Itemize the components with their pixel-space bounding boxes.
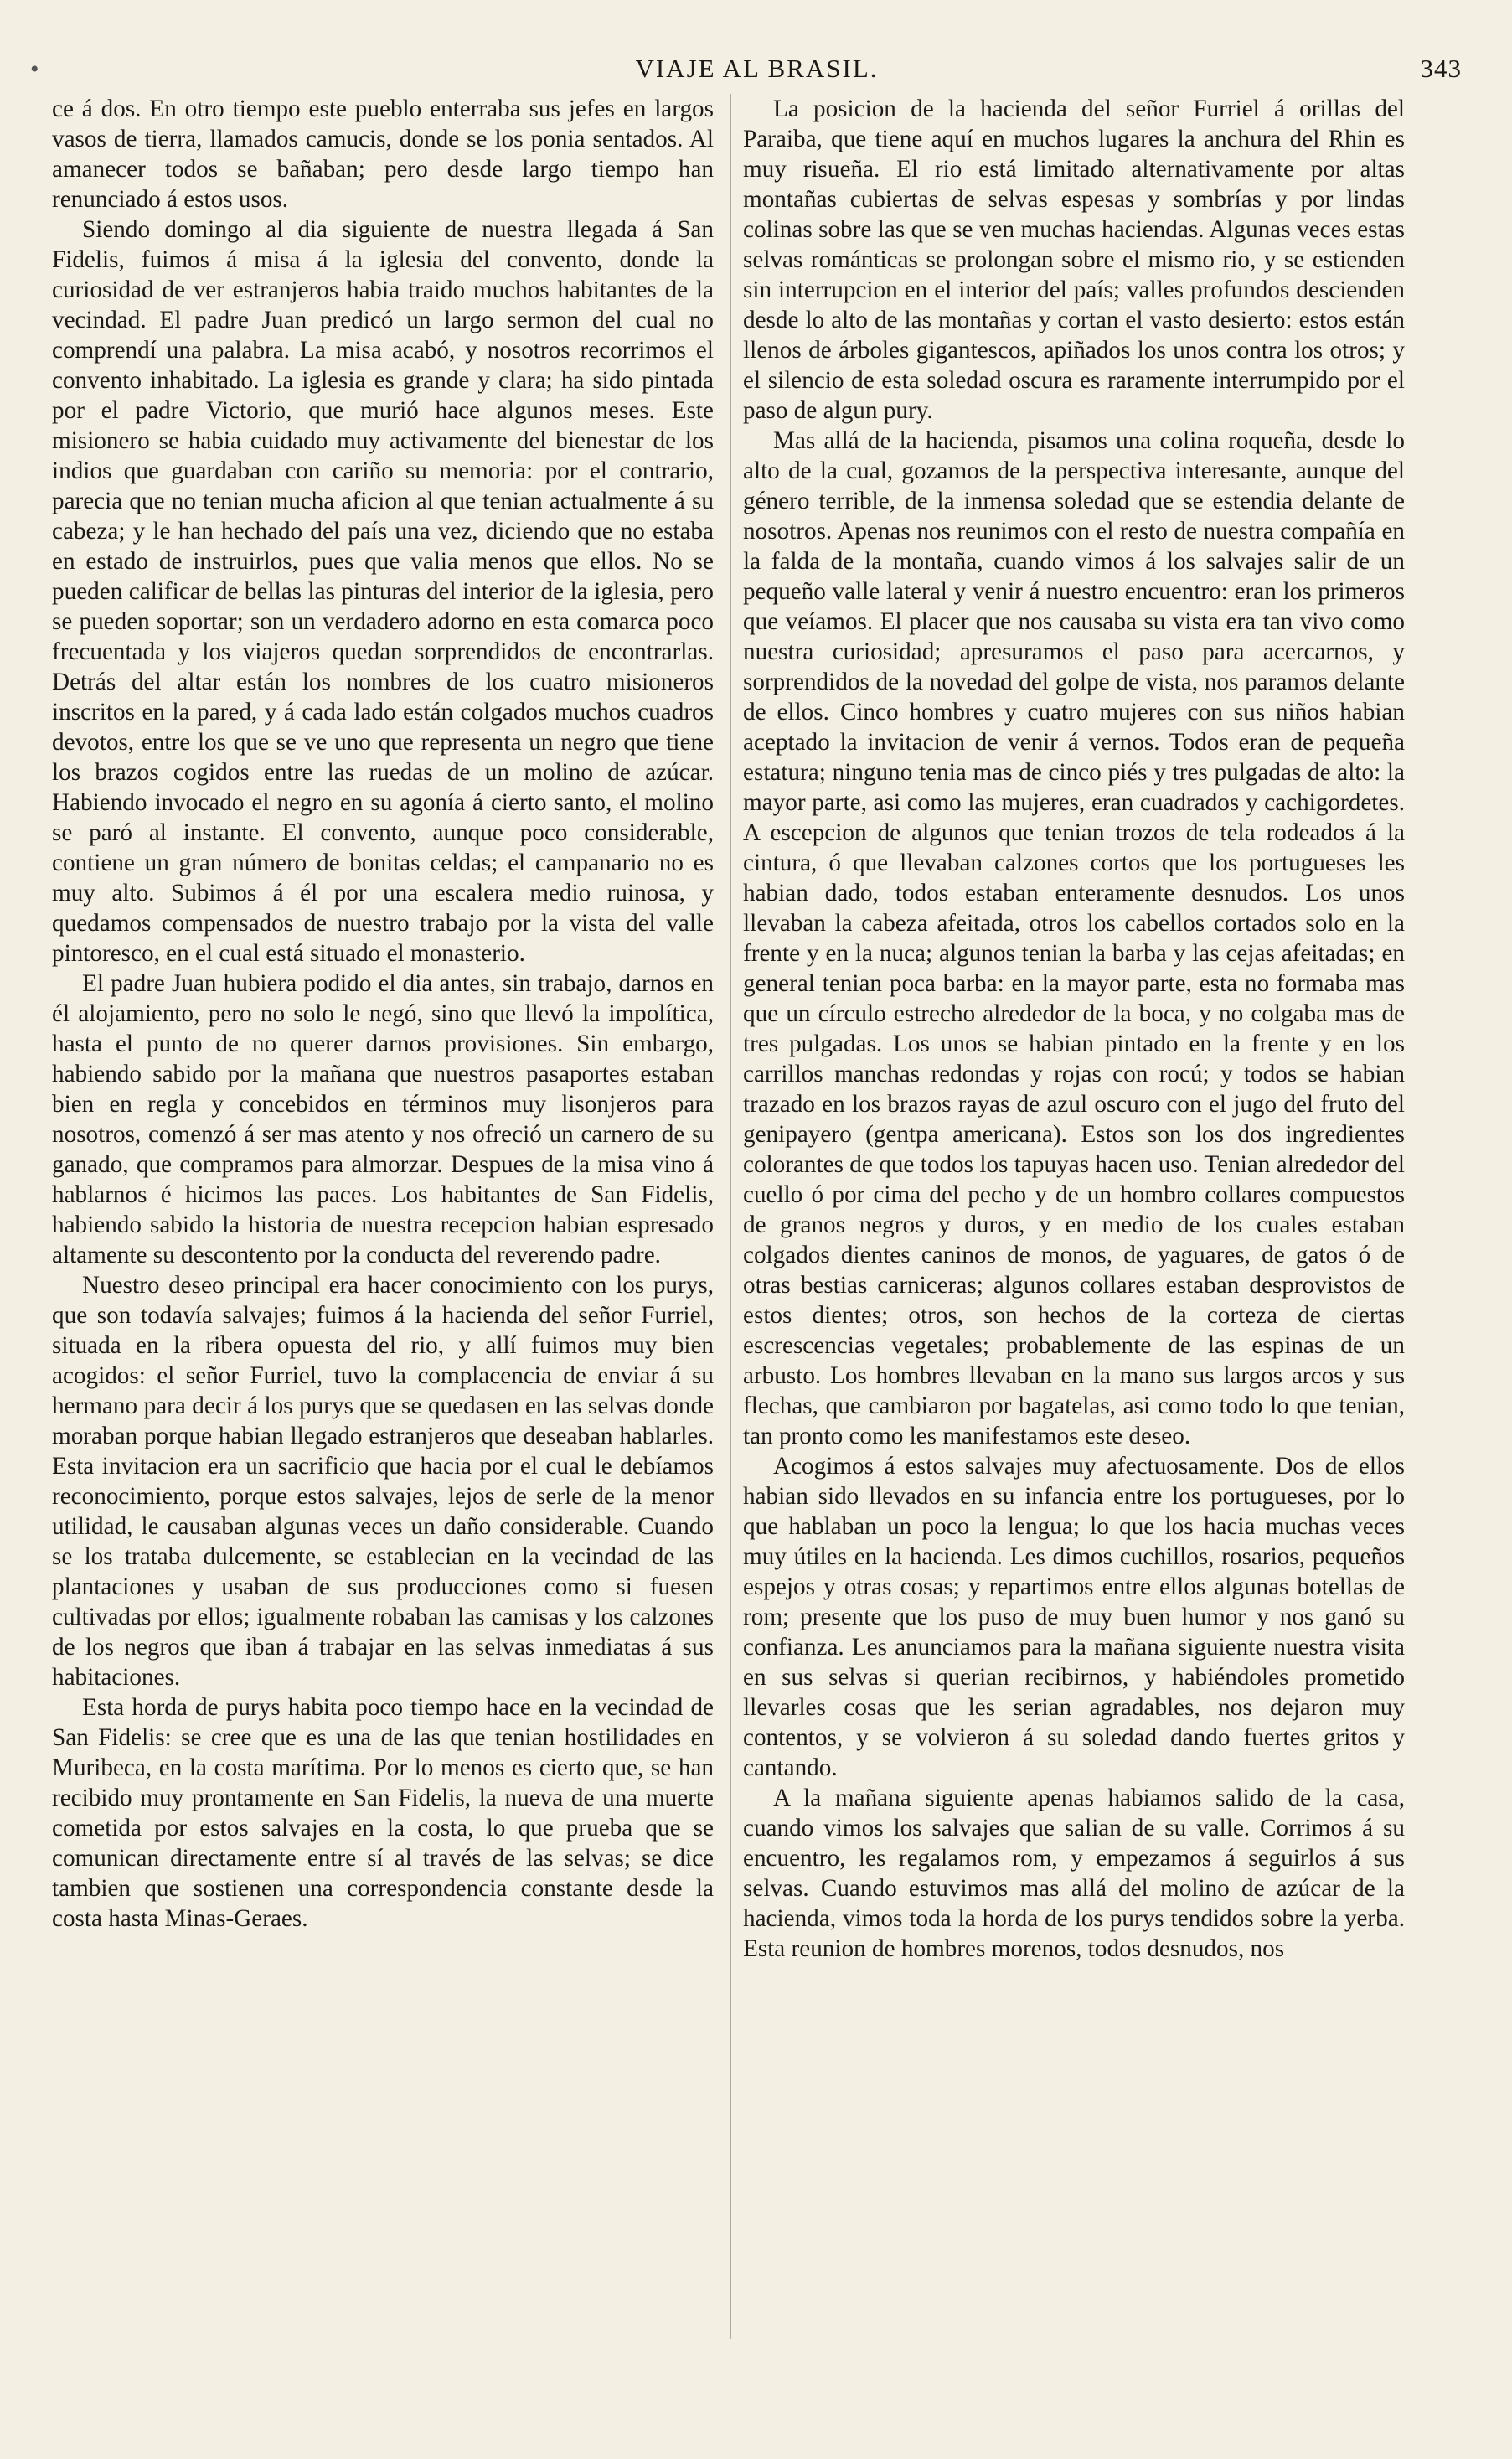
page-number: 343 — [1420, 54, 1462, 83]
running-title: VIAJE AL BRASIL. — [635, 54, 879, 83]
paragraph: El padre Juan hubiera podido el dia antes, sin trabajo, darnos en él alojamiento, pero no solo le negó, sino que llevó la impolítica, hasta el punto de no querer darnos provisiones. Sin embargo, habiendo sabido por la mañana que nuestros pasaportes estaban bien en regla y concebidos en términos muy lisonjeros para nosotros, comenzó á ser mas atento y nos ofreció un carnero de su ganado, que compramos para almorzar. Despues de la misa vino á hablarnos é hicimos las paces. Los habitantes de San Fidelis, habiendo sabido la historia de nuestra recepcion habian espresado altamente su descontento por la conducta del reverendo padre. — [52, 970, 714, 1268]
right-column — [743, 94, 1405, 2356]
paragraph: ce á dos. En otro tiempo este pueblo enterraba sus jefes en largos vasos de tierra, llamados camucis, donde se los ponia sentados. Al amanecer todos se bañaban; pero desde largo tiempo han renunciado á estos usos. — [52, 96, 714, 213]
paragraph: Acogimos á estos salvajes muy afectuosamente. Dos de ellos habian sido llevados en su infancia entre los portugueses, por lo que hablaban un poco la lengua; lo que los hacia muchas veces muy útiles en la hacienda. Les dimos cuchillos, rosarios, pequeños espejos y otras cosas; y repartimos entre ellos algunas botellas de rom; presente que los puso de muy buen humor y nos ganó su confianza. Les anunciamos para la mañana siguiente nuestra visita en sus selvas si querian recibirnos, y habiéndoles prometido llevarles cosas que les serian agradables, nos dejaron muy contentos, y se volvieron á su soledad dando fuertes gritos y cantando. — [743, 1453, 1405, 1781]
paragraph: Esta horda de purys habita poco tiempo hace en la vecindad de San Fidelis: se cree que es una de las que tenian hostilidades en Muribeca, en la costa marítima. Por lo menos es cierto que, se han recibido muy prontamente en San Fidelis, la nueva de una muerte cometida por estos salvajes en la costa, lo que prueba que se comunican directamente entre sí al través de las selvas; se dice tambien que sostienen una correspondencia constante desde la costa hasta Minas-Geraes. — [52, 1694, 714, 1932]
column-divider — [730, 94, 731, 2339]
left-column — [52, 94, 714, 2356]
margin-mark: • — [30, 55, 39, 83]
page-header — [52, 50, 1462, 89]
paragraph: Mas allá de la hacienda, pisamos una colina roqueña, desde lo alto de la cual, gozamos de la perspectiva interesante, aunque del género terrible, de la inmensa soledad que se estendia delante de nosotros. Apenas nos reunimos con el resto de nuestra compañía en la falda de la montaña, cuando vimos á los salvajes salir de un pequeño valle lateral y venir á nuestro encuentro: eran los primeros que veíamos. El placer que nos causaba su vista era tan vivo como nuestra curiosidad; apresuramos el paso para acercarnos, y sorprendidos de la novedad del golpe de vista, nos paramos delante de ellos. Cinco hombres y cuatro mujeres con sus niños habian aceptado la invitacion de venir á vernos. Todos eran de pequeña estatura; ninguno tenia mas de cinco piés y tres pulgadas de alto: la mayor parte, asi como las mujeres, eran cuadrados y cachigordetes. A escepcion de algunos que tenian trozos de tela rodeados á la cintura, ó que llevaban calzones cortos que los portugueses les habian dado, todos estaban enteramente desnudos. Los unos llevaban la cabeza afeitada, otros los cabellos cortados solo en la frente y en la nuca; algunos tenian la barba y las cejas afeitadas; en general tenian poca barba: en la mayor parte, esta no formaba mas que un círculo estrecho alrededor de la boca, y no colgaba mas de tres pulgadas. Los unos se habian pintado en la frente y en los carrillos manchas redondas y rojas con rocú; y todos se habian trazado en los brazos rayas de azul oscuro con el jugo del fruto del genipayero (gentpa americana). Estos son los dos ingredientes colorantes de que todos los tapuyas hacen uso. Tenian alrededor del cuello ó por cima del pecho y de un hombro collares compuestos de granos negros y duros, y en medio de los cuales estaban colgados dientes caninos de monos, de yaguares, de gatos ó de otras bestias carniceras; algunos collares estaban desprovistos de estos dientes; otros, son hechos de la corteza de ciertas escrescencias vegetales; probablemente de las espinas de un arbusto. Los hombres llevaban en la mano sus largos arcos y sus flechas, que cambiaron por bagatelas, asi como todo lo que tenian, tan pronto como les manifestamos este deseo. — [743, 427, 1405, 1449]
paragraph: A la mañana siguiente apenas habiamos salido de la casa, cuando vimos los salvajes que salian de su valle. Corrimos á su encuentro, les regalamos rom, y empezamos á seguirlos á sus selvas. Cuando estuvimos mas allá del molino de azúcar de la hacienda, vimos toda la horda de los purys tendidos sobre la yerba. Esta reunion de hombres morenos, todos desnudos, nos — [743, 1785, 1405, 1962]
paragraph: Siendo domingo al dia siguiente de nuestra llegada á San Fidelis, fuimos á misa á la iglesia del convento, donde la curiosidad de ver estranjeros habia traido muchos habitantes de la vecindad. El padre Juan predicó un largo sermon del cual no comprendí una palabra. La misa acabó, y nosotros recorrimos el convento inhabitado. La iglesia es grande y clara; ha sido pintada por el padre Victorio, que murió hace algunos meses. Este misionero se habia cuidado muy activamente del bienestar de los indios que guardaban con cariño su memoria: por el contrario, parecia que no tenian mucha aficion al que tenian actualmente á su cabeza; y le han hechado del país una vez, diciendo que no estaba en estado de instruirlos, pues que valia menos que ellos. No se pueden calificar de bellas las pinturas del interior de la iglesia, pero se pueden soportar; son un verdadero adorno en esta comarca poco frecuentada y los viajeros quedan sorprendidos de encontrarlas. Detrás del altar están los nombres de los cuatro misioneros inscritos en la pared, y á cada lado están colgados muchos cuadros devotos, entre los que se ve uno que representa un negro que tiene los brazos cogidos entre las ruedas de un molino de azúcar. Habiendo invocado el negro en su agonía á cierto santo, el molino se paró al instante. El convento, aunque poco considerable, contiene un gran número de bonitas celdas; el campanario no es muy alto. Subimos á él por una escalera medio ruinosa, y quedamos compensados de nuestro trabajo por la vista del valle pintoresco, en el cual está situado el monasterio. — [52, 216, 714, 967]
paragraph: Nuestro deseo principal era hacer conocimiento con los purys, que son todavía salvajes; fuimos á la hacienda del señor Furriel, situada en la ribera opuesta del rio, y allí fuimos muy bien acogidos: el señor Furriel, tuvo la complacencia de enviar á su hermano para decir á los purys que se quedasen en las selvas donde moraban porque habian llegado estranjeros que deseaban hablarles. Esta invitacion era un sacrificio que hacia por el cual le debíamos reconocimiento, porque estos salvajes, lejos de serle de la menor utilidad, le causaban algunas veces un daño considerable. Cuando se los trataba dulcemente, se establecian en la vecindad de las plantaciones y usaban de sus producciones como si fuesen cultivadas por ellos; igualmente robaban las camisas y los calzones de los negros que iban á trabajar en las selvas inmediatas á sus habitaciones. — [52, 1272, 714, 1691]
paragraph: La posicion de la hacienda del señor Furriel á orillas del Paraiba, que tiene aquí en muchos lugares la anchura del Rhin es muy risueña. El rio está limitado alternativamente por altas montañas cubiertas de selvas espesas y sombrías y por lindas colinas sobre las que se ven muchas haciendas. Algunas veces estas selvas románticas se prolongan sobre el mismo rio, y se estienden sin interrupcion en el interior del país; valles profundos descienden desde lo alto de las montañas y cortan el vasto desierto: estos están llenos de árboles gigantescos, apiñados los unos contra los otros; y el silencio de esta soledad oscura es raramente interrumpido por el paso de algun pury. — [743, 96, 1405, 424]
